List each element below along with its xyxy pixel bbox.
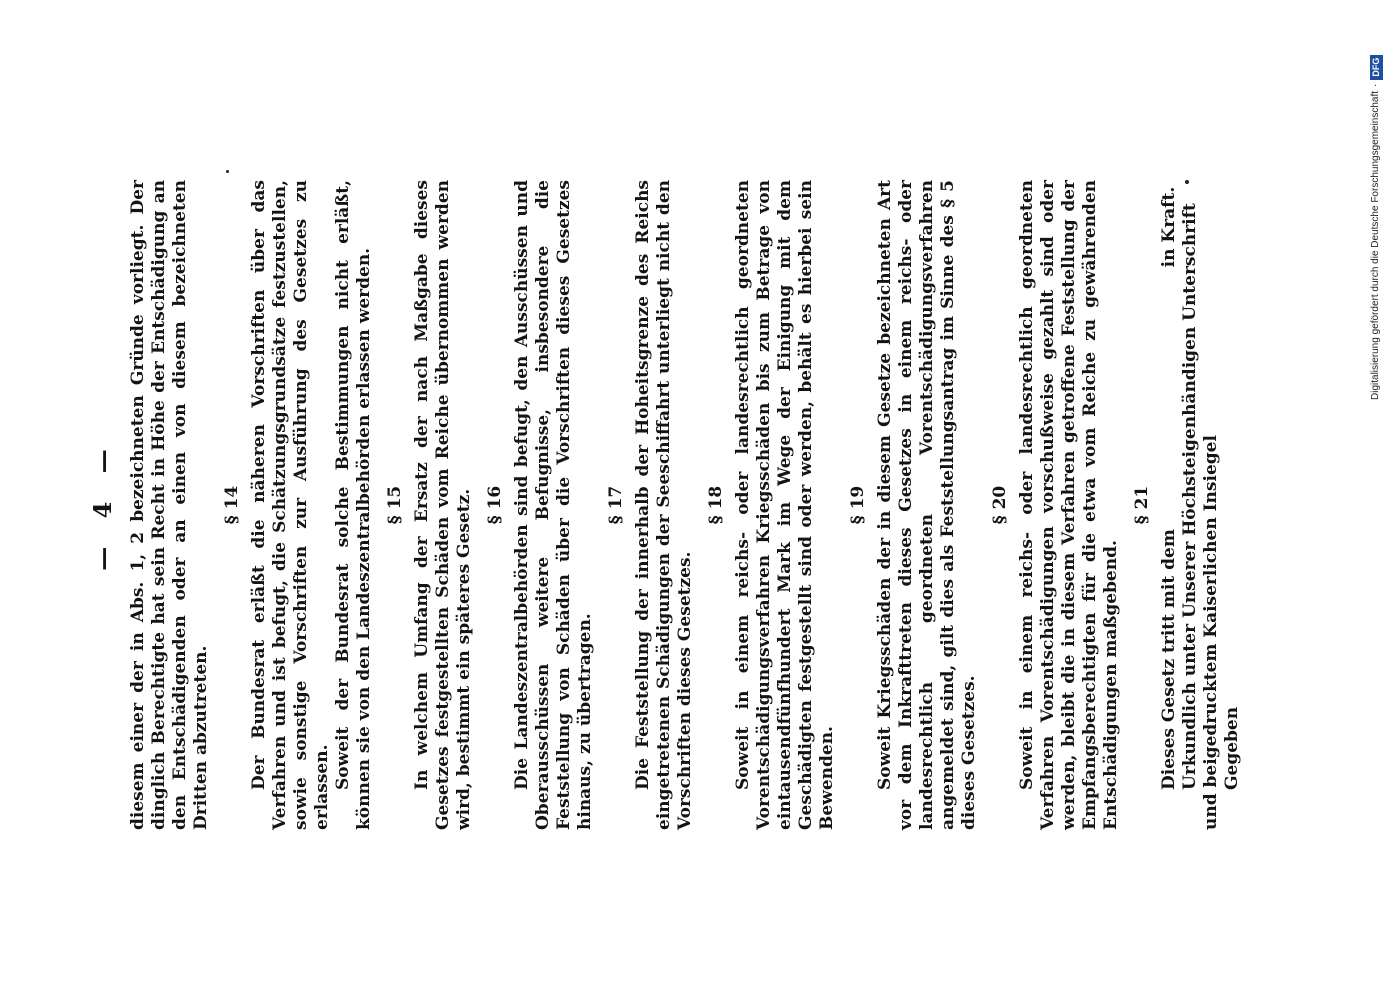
page-number: — 4 — — [88, 439, 117, 571]
section-heading: § 21 — [1132, 485, 1152, 525]
section-paragraph: In welchem Umfang der Ersatz der nach Maßgabe dieses Gesetzes festgestellten Schäden vom Reiche übernommen werden wird, bestimmt ein späteres Gesetz. — [412, 180, 474, 830]
section-paragraph: Soweit in einem reichs- oder landesrechtlich geordneten Verfahren Vorentschädigungen vorschußweise gezahlt sind oder werden, bleibt die in diesem Verfahren getroffene Feststellung der Empfangsberechtigten für die etwa vom Reiche zu gewährenden Entschädigungen maßgebend. — [1017, 180, 1121, 830]
digitization-credit: Digitalisierung gefördert durch die Deutsche Forschungsgemeinschaft · DFG — [1369, 20, 1383, 400]
section-heading: § 15 — [385, 485, 405, 525]
sections-container — [222, 180, 1153, 830]
in-force-end: in Kraft. — [1159, 186, 1179, 268]
section-heading: § 16 — [485, 485, 505, 525]
in-force-line — [1159, 180, 1180, 830]
given-line: Gegeben — [1222, 706, 1242, 790]
section-paragraph: Soweit der Bundesrat solche Bestimmungen nicht erläßt, können sie von den Landeszentralbehörden erlassen werden. — [333, 180, 374, 830]
print-speck — [1185, 180, 1189, 184]
attestation-line: Urkundlich unter Unserer Höchsteigenhändigen Unterschrift und beigedrucktem Kaiserlichen Insiegel — [1180, 203, 1221, 830]
section-paragraph: Der Bundesrat erläßt die näheren Vorschriften über das Verfahren und ist befugt, die Schätzungsgrundsätze festzustellen, sowie sonstige Vorschriften zur Ausführung des Gesetzes zu erlassen. — [249, 180, 332, 830]
digitization-credit-text: Digitalisierung gefördert durch die Deutsche Forschungsgemeinschaft — [1370, 90, 1381, 400]
in-force-start: Dieses Gesetz tritt mit dem — [1159, 529, 1179, 790]
dfg-logo: DFG — [1370, 55, 1383, 80]
intro-paragraph: diesem einer der in Abs. 1, 2 bezeichneten Gründe vorliegt. Der dinglich Berechtigte hat sein Recht in Höhe der Entschädigung an den Entschädigenden oder an einen von diesem bezeichneten Dritten abzutreten. — [128, 180, 211, 830]
section-heading: § 19 — [848, 485, 868, 525]
section-heading: § 17 — [606, 485, 626, 525]
section-paragraph: Die Landeszentralbehörden sind befugt, den Ausschüssen und Oberausschüssen weitere Befugnisse, insbesondere die Feststellung von Schäden über die Vorschriften dieses Gesetzes hinaus, zu übertragen. — [512, 180, 595, 830]
print-speck — [226, 170, 229, 173]
section-paragraph: Soweit Kriegsschäden der in diesem Gesetze bezeichneten Art vor dem Inkrafttreten dieses Gesetzes in einem reichs- oder landesrechtlich geordneten Vorentschädigungsverfahren angemeldet sind, gilt dies als Feststellungsantrag im Sinne des § 5 dieses Gesetzes. — [875, 180, 979, 830]
section-heading: § 18 — [706, 485, 726, 525]
rotated-document-page — [88, 180, 1242, 830]
closing-block — [1159, 180, 1243, 830]
section-paragraph: Soweit in einem reichs- oder landesrechtlich geordneten Vorentschädigungsverfahren Kriegsschäden bis zum Betrage von eintausendfünfhundert Mark im Wege der Einigung mit dem Geschädigten festgestellt sind oder werden, behält es hierbei sein Bewenden. — [733, 180, 837, 830]
section-heading: § 20 — [990, 485, 1010, 525]
section-paragraph: Die Feststellung der innerhalb der Hoheitsgrenze des Reichs eingetretenen Schädigungen der Seeschiffahrt unterliegt nicht den Vorschriften dieses Gesetzes. — [633, 180, 695, 830]
section-heading: § 14 — [222, 485, 242, 525]
